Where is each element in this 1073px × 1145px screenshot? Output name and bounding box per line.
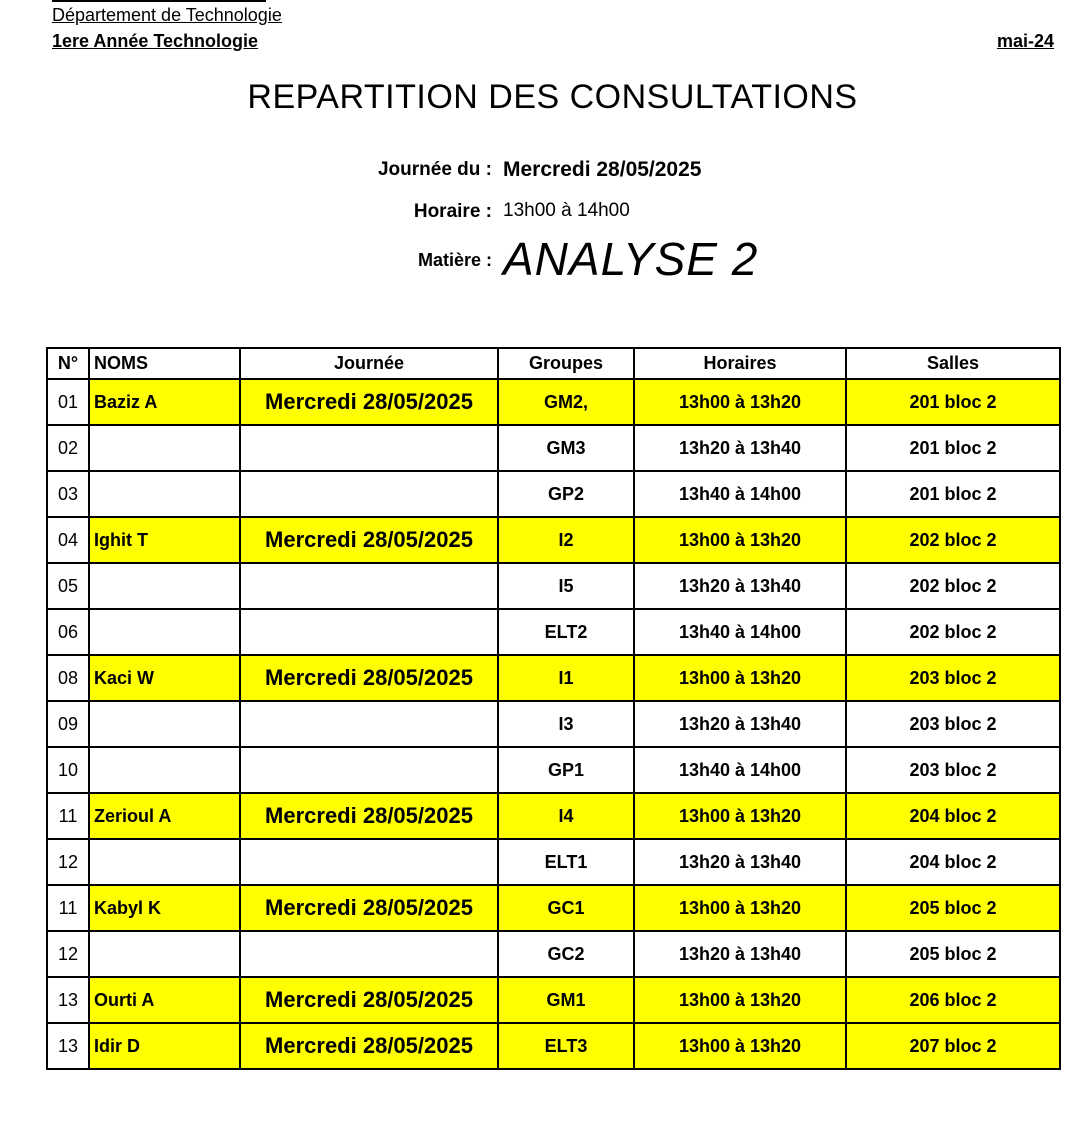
top-rule — [52, 0, 266, 2]
row-salle: 203 bloc 2 — [846, 655, 1060, 701]
row-groupe: ELT1 — [498, 839, 634, 885]
row-horaire: 13h40 à 14h00 — [634, 609, 846, 655]
row-journee — [240, 931, 498, 977]
header-groupes: Groupes — [498, 348, 634, 379]
table-row — [47, 471, 1060, 517]
row-number: 13 — [47, 977, 89, 1023]
row-horaire: 13h20 à 13h40 — [634, 701, 846, 747]
table-row — [47, 379, 1060, 425]
row-salle: 201 bloc 2 — [846, 471, 1060, 517]
consultations-table — [46, 347, 1061, 1070]
row-journee: Mercredi 28/05/2025 — [240, 977, 498, 1023]
row-number: 03 — [47, 471, 89, 517]
row-groupe: GP2 — [498, 471, 634, 517]
row-journee — [240, 609, 498, 655]
row-journee: Mercredi 28/05/2025 — [240, 655, 498, 701]
row-name: Ighit T — [89, 517, 240, 563]
row-horaire: 13h00 à 13h20 — [634, 379, 846, 425]
row-horaire: 13h00 à 13h20 — [634, 517, 846, 563]
table-row — [47, 655, 1060, 701]
row-name — [89, 563, 240, 609]
table-header-row — [47, 348, 1060, 379]
horaire-label: Horaire : — [413, 201, 492, 222]
row-horaire: 13h20 à 13h40 — [634, 931, 846, 977]
row-journee — [240, 747, 498, 793]
row-number: 12 — [47, 931, 89, 977]
row-groupe: GM1 — [498, 977, 634, 1023]
row-salle: 201 bloc 2 — [846, 425, 1060, 471]
row-groupe: ELT2 — [498, 609, 634, 655]
row-name: Kabyl K — [89, 885, 240, 931]
header-horaires: Horaires — [634, 348, 846, 379]
row-groupe: ELT3 — [498, 1023, 634, 1069]
row-journee — [240, 425, 498, 471]
row-salle: 205 bloc 2 — [846, 885, 1060, 931]
year-label: 1ere Année Technologie — [52, 31, 259, 51]
row-salle: 206 bloc 2 — [846, 977, 1060, 1023]
department-name: Département de Technologie — [52, 5, 282, 25]
row-horaire: 13h40 à 14h00 — [634, 747, 846, 793]
row-salle: 204 bloc 2 — [846, 793, 1060, 839]
row-number: 06 — [47, 609, 89, 655]
row-salle: 207 bloc 2 — [846, 1023, 1060, 1069]
row-horaire: 13h00 à 13h20 — [634, 885, 846, 931]
row-journee — [240, 839, 498, 885]
row-salle: 202 bloc 2 — [846, 609, 1060, 655]
row-name — [89, 931, 240, 977]
row-horaire: 13h00 à 13h20 — [634, 1023, 846, 1069]
row-salle: 201 bloc 2 — [846, 379, 1060, 425]
row-journee — [240, 701, 498, 747]
table-row — [47, 1023, 1060, 1069]
row-number: 05 — [47, 563, 89, 609]
row-groupe: I4 — [498, 793, 634, 839]
row-horaire: 13h20 à 13h40 — [634, 563, 846, 609]
row-horaire: 13h00 à 13h20 — [634, 977, 846, 1023]
row-number: 10 — [47, 747, 89, 793]
table-row — [47, 793, 1060, 839]
row-groupe: I3 — [498, 701, 634, 747]
journee-label: Journée du : — [377, 159, 492, 180]
row-horaire: 13h20 à 13h40 — [634, 425, 846, 471]
row-groupe: GC2 — [498, 931, 634, 977]
row-salle: 203 bloc 2 — [846, 701, 1060, 747]
table-row — [47, 425, 1060, 471]
row-journee: Mercredi 28/05/2025 — [240, 885, 498, 931]
row-salle: 203 bloc 2 — [846, 747, 1060, 793]
row-number: 02 — [47, 425, 89, 471]
row-journee: Mercredi 28/05/2025 — [240, 517, 498, 563]
row-name — [89, 425, 240, 471]
header-journee: Journée — [240, 348, 498, 379]
row-number: 01 — [47, 379, 89, 425]
row-salle: 205 bloc 2 — [846, 931, 1060, 977]
page-title: REPARTITION DES CONSULTATIONS — [247, 78, 858, 116]
row-name — [89, 747, 240, 793]
matiere-label: Matière : — [417, 250, 492, 270]
row-number: 08 — [47, 655, 89, 701]
row-name — [89, 701, 240, 747]
table-row — [47, 977, 1060, 1023]
row-number: 12 — [47, 839, 89, 885]
row-name: Baziz A — [89, 379, 240, 425]
row-name: Zerioul A — [89, 793, 240, 839]
table-row — [47, 609, 1060, 655]
header-salles: Salles — [846, 348, 1060, 379]
row-groupe: I2 — [498, 517, 634, 563]
document-date: mai-24 — [996, 31, 1054, 51]
row-number: 09 — [47, 701, 89, 747]
row-name — [89, 839, 240, 885]
header-num: N° — [47, 348, 89, 379]
header-noms: NOMS — [89, 348, 240, 379]
matiere-value: ANALYSE 2 — [503, 233, 759, 285]
row-salle: 204 bloc 2 — [846, 839, 1060, 885]
row-number: 11 — [47, 793, 89, 839]
row-salle: 202 bloc 2 — [846, 517, 1060, 563]
row-name: Kaci W — [89, 655, 240, 701]
row-journee — [240, 471, 498, 517]
row-groupe: I1 — [498, 655, 634, 701]
row-number: 04 — [47, 517, 89, 563]
table-row — [47, 885, 1060, 931]
table-row — [47, 839, 1060, 885]
row-journee: Mercredi 28/05/2025 — [240, 793, 498, 839]
row-name — [89, 609, 240, 655]
row-groupe: GM2, — [498, 379, 634, 425]
row-horaire: 13h40 à 14h00 — [634, 471, 846, 517]
horaire-value: 13h00 à 14h00 — [503, 200, 630, 221]
journee-value: Mercredi 28/05/2025 — [503, 158, 702, 181]
row-horaire: 13h00 à 13h20 — [634, 655, 846, 701]
table-row — [47, 701, 1060, 747]
table-row — [47, 747, 1060, 793]
row-groupe: GP1 — [498, 747, 634, 793]
row-name: Idir D — [89, 1023, 240, 1069]
row-groupe: I5 — [498, 563, 634, 609]
row-salle: 202 bloc 2 — [846, 563, 1060, 609]
table-row — [47, 563, 1060, 609]
table-row — [47, 931, 1060, 977]
row-groupe: GM3 — [498, 425, 634, 471]
row-number: 11 — [47, 885, 89, 931]
table-row — [47, 517, 1060, 563]
row-groupe: GC1 — [498, 885, 634, 931]
row-horaire: 13h20 à 13h40 — [634, 839, 846, 885]
row-journee: Mercredi 28/05/2025 — [240, 1023, 498, 1069]
row-name: Ourti A — [89, 977, 240, 1023]
table-body — [47, 379, 1060, 1069]
row-number: 13 — [47, 1023, 89, 1069]
row-horaire: 13h00 à 13h20 — [634, 793, 846, 839]
row-journee — [240, 563, 498, 609]
row-journee: Mercredi 28/05/2025 — [240, 379, 498, 425]
row-name — [89, 471, 240, 517]
